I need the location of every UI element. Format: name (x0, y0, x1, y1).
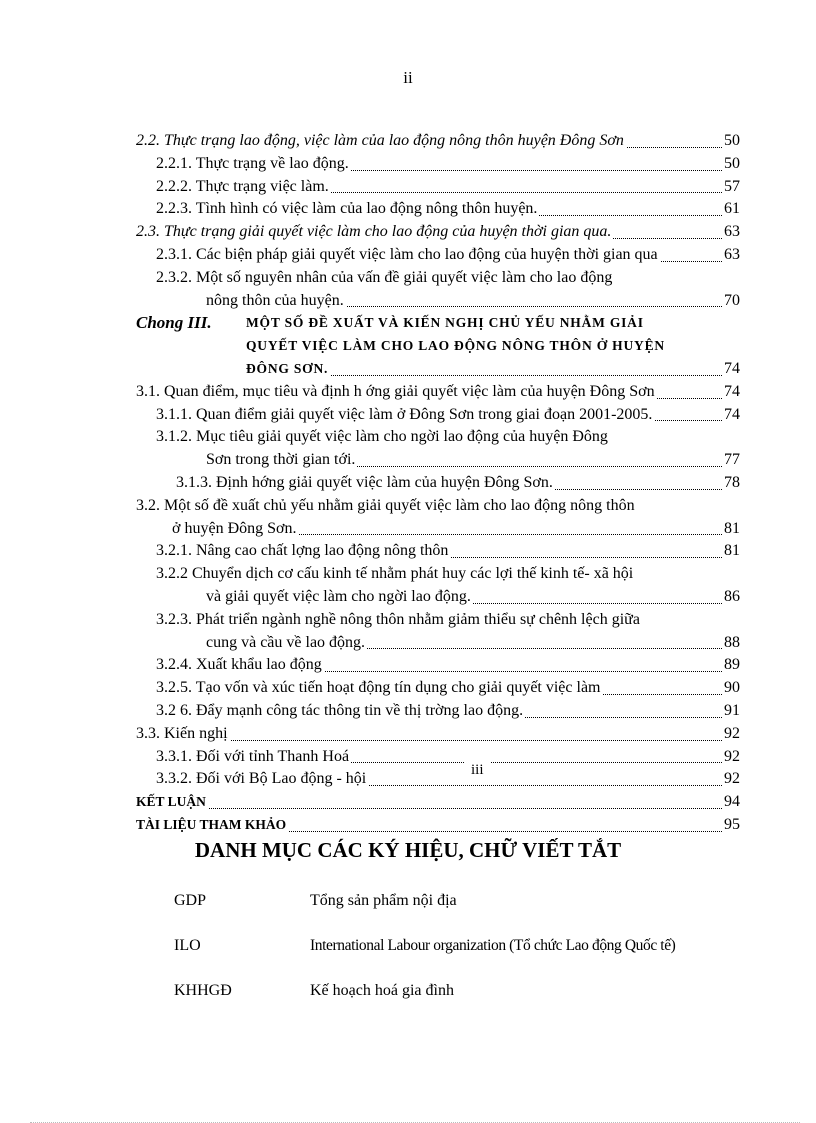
toc-entry-title: 3.1. Quan điểm, mục tiêu và định h ớng giải quyết việc làm của huyện Đông Sơn (136, 382, 655, 400)
page-number: ii (403, 68, 413, 87)
toc-entry-title: 3.2 6. Đẩy mạnh công tác thông tin về thị trờng lao động. (156, 701, 524, 719)
toc-entry (136, 426, 740, 449)
toc-entry (136, 267, 740, 290)
toc-entry-title: 3.3.2. Đối với Bộ Lao động - hội (156, 770, 367, 788)
abbreviation-code: GDP (174, 892, 207, 909)
toc-page-number: 50 (722, 153, 740, 176)
toc-entry-title: ĐÔNG SƠN. (246, 360, 329, 376)
abbreviations-title: DANH MỤC CÁC KÝ HIỆU, CHỮ VIẾT TẮT (194, 838, 622, 862)
toc-page-number: 63 (722, 221, 740, 244)
toc-entry-title: 2.3.1. Các biện pháp giải quyết việc làm cho lao động của huyện thời gian qua (156, 245, 658, 263)
toc-page-number: 63 (722, 244, 740, 267)
toc-entry (136, 540, 740, 563)
toc-entry (136, 176, 740, 199)
toc-entry (136, 290, 740, 313)
toc-entry (136, 472, 740, 495)
toc-entry (136, 404, 740, 427)
toc-entry-title: 3.1.1. Quan điểm giải quyết việc làm ở Đông Sơn trong giai đoạn 2001-2005. (156, 405, 653, 423)
toc-entry (136, 518, 740, 541)
toc-page-number: 88 (722, 632, 740, 655)
toc-entry (136, 814, 740, 837)
toc-entry-title: 2.2.2. Thực trạng việc làm. (156, 177, 329, 195)
toc-entry (136, 609, 740, 632)
toc-page-number: 57 (722, 176, 740, 199)
toc-page-number: 92 (722, 746, 740, 769)
toc-entry-title: 2.2.1. Thực trạng về lao động. (156, 154, 349, 172)
abbreviation-code: KHHGĐ (174, 982, 232, 999)
toc-page-number: 74 (722, 404, 740, 427)
toc-entry-title: 3.2. Một số đề xuất chủ yếu nhằm giải quyết việc làm cho lao động nông thôn (136, 496, 635, 514)
toc-entry (136, 358, 740, 381)
toc-entry-title: 2.3. Thực trạng giải quyết việc làm cho lao động của huyện thời gian qua. (136, 223, 612, 241)
toc-entry-title: Sơn trong thời gian tới. (206, 451, 356, 469)
abbreviation-definition: Kế hoạch hoá gia đình (310, 982, 454, 999)
toc-page-number: 94 (722, 791, 740, 814)
toc-entry (136, 130, 740, 153)
toc-entry (136, 381, 740, 404)
toc-page-number: 92 (722, 768, 740, 791)
toc-entry (136, 723, 740, 746)
toc-page-number: 90 (722, 677, 740, 700)
toc-page-number: 74 (722, 381, 740, 404)
toc-page-number: 70 (722, 290, 740, 313)
toc-page-number: 81 (722, 518, 740, 541)
table-of-contents (136, 130, 740, 837)
toc-entry-title: cung và cầu về lao động. (206, 633, 366, 651)
toc-page-number: 61 (722, 198, 740, 221)
toc-entry-title: 3.2.3. Phát triển ngành nghề nông thôn nhằm giảm thiểu sự chênh lệch giữa (156, 610, 640, 628)
toc-page-number: 50 (722, 130, 740, 153)
abbreviation-definition: Tổng sản phẩm nội địa (310, 892, 457, 909)
toc-page-number: 78 (722, 472, 740, 495)
toc-page-number: 89 (722, 654, 740, 677)
toc-entry-title: ở huyện Đông Sơn. (172, 519, 297, 537)
toc-entry (136, 746, 740, 769)
toc-entry (136, 221, 740, 244)
chapter-title: MỘT SỐ ĐỀ XUẤT VÀ KIẾN NGHỊ CHỦ YẾU NHẰM GIẢI (246, 315, 644, 331)
toc-entry-title: nông thôn của huyện. (206, 291, 344, 309)
toc-entry-title: 2.2.3. Tình hình có việc làm của lao động nông thôn huyện. (156, 200, 538, 218)
toc-entry-title: 3.1.3. Định hớng giải quyết việc làm của huyện Đông Sơn. (176, 473, 553, 491)
toc-entry-title: 3.2.5. Tạo vốn và xúc tiến hoạt động tín dụng cho giải quyết việc làm (156, 679, 601, 697)
toc-page-number: 95 (722, 814, 740, 837)
abbreviation-code: ILO (174, 937, 201, 954)
toc-entry-title: 3.3. Kiến nghị (136, 724, 228, 742)
dot-leader (136, 808, 740, 809)
toc-entry (136, 312, 740, 335)
toc-entry-title: 3.2.4. Xuất khẩu lao động (156, 656, 322, 674)
toc-entry (136, 563, 740, 586)
toc-entry (136, 586, 740, 609)
toc-page-number: 91 (722, 700, 740, 723)
toc-entry (136, 700, 740, 723)
abbreviation-definition: International Labour organization (Tổ chức Lao động Quốc tế) (310, 937, 676, 954)
overlay-page-number: iii (465, 762, 490, 779)
toc-entry-title: 3.3.1. Đối với tỉnh Thanh Hoá (156, 747, 350, 765)
toc-entry-title: KẾT LUẬN (136, 794, 206, 810)
toc-page-number: 92 (722, 723, 740, 746)
toc-entry-title: 2.3.2. Một số nguyên nhân của vấn đề giải quyết việc làm cho lao động (156, 268, 613, 286)
toc-page-number: 77 (722, 449, 740, 472)
toc-entry (136, 768, 740, 791)
toc-entry (136, 654, 740, 677)
toc-entry-title: TÀI LIỆU THAM KHẢO (136, 816, 287, 832)
toc-page-number: 81 (722, 540, 740, 563)
toc-entry (136, 791, 740, 814)
toc-entry (136, 632, 740, 655)
toc-entry-title: 3.2.2 Chuyển dịch cơ cấu kinh tế nhằm phát huy các lợi thế kinh tế- xã hội (156, 565, 634, 583)
toc-entry (136, 677, 740, 700)
toc-entry-title: 3.1.2. Mục tiêu giải quyết việc làm cho ngời lao động của huyện Đông (156, 428, 608, 446)
toc-entry-title: 3.2.1. Nâng cao chất lợng lao động nông thôn (156, 542, 449, 560)
toc-entry (136, 198, 740, 221)
toc-entry (136, 495, 740, 518)
chapter-label: Chong III. (136, 313, 212, 333)
toc-entry (136, 244, 740, 267)
toc-entry (136, 153, 740, 176)
toc-entry (136, 449, 740, 472)
toc-entry-title: và giải quyết việc làm cho ngời lao động. (206, 587, 471, 605)
toc-page-number: 74 (722, 358, 740, 381)
toc-entry (136, 335, 740, 358)
toc-page-number: 86 (722, 586, 740, 609)
toc-entry-title: 2.2. Thực trạng lao động, việc làm của lao động nông thôn huyện Đông Sơn (136, 132, 624, 149)
toc-entry-title: QUYẾT VIỆC LÀM CHO LAO ĐỘNG NÔNG THÔN Ở HUYỆN (246, 338, 665, 354)
